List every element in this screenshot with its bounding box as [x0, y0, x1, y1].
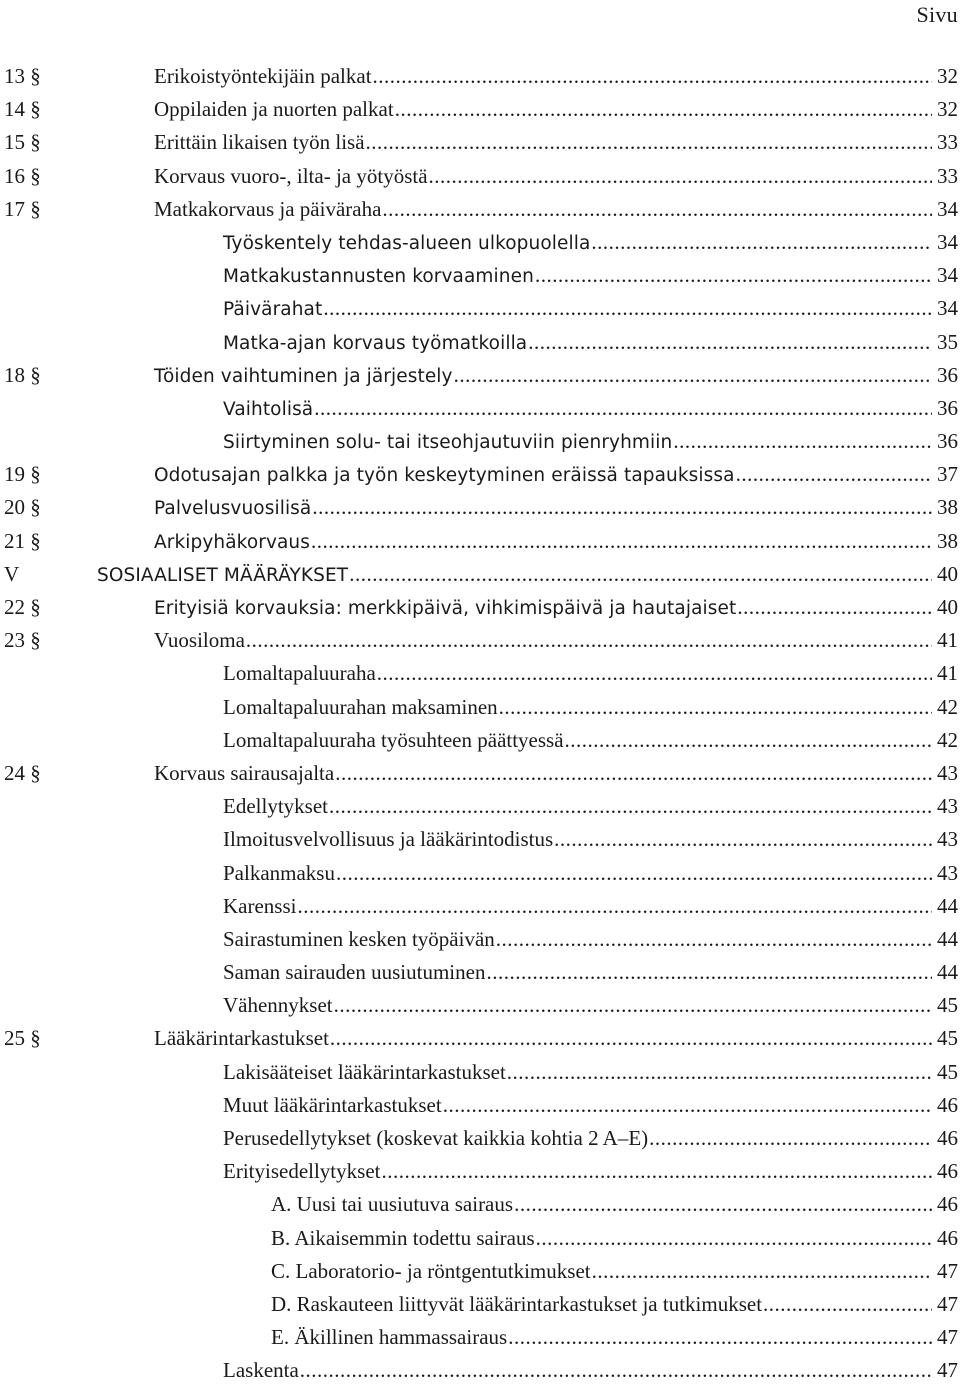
toc-entry[interactable] — [0, 1354, 958, 1387]
toc-dot-leader — [443, 1089, 932, 1122]
toc-entry-body — [223, 1122, 958, 1155]
toc-title: Saman sairauden uusiutuminen — [223, 960, 486, 985]
toc-entry-body — [223, 292, 958, 326]
toc-section-number: 13 § — [4, 64, 41, 88]
toc-entry-body — [223, 226, 958, 260]
toc-page-number: 38 — [937, 495, 958, 520]
toc-page-number: 41 — [937, 628, 958, 653]
toc-entry[interactable] — [0, 890, 958, 923]
toc-entry-body — [271, 1288, 958, 1321]
toc-entry-body — [271, 1321, 958, 1354]
toc-page-number: 36 — [937, 395, 958, 420]
toc-dot-leader — [499, 691, 932, 724]
toc-title: Työskentely tehdas-alueen ulkopuolella — [223, 232, 591, 254]
toc-dot-leader — [673, 425, 932, 458]
toc-entry[interactable] — [0, 93, 958, 126]
toc-section-number: 22 § — [4, 595, 41, 619]
toc-dot-leader — [382, 193, 932, 226]
toc-entry[interactable] — [0, 923, 958, 956]
toc-section-number: 15 § — [4, 130, 41, 155]
toc-title: Muut lääkärintarkastukset — [223, 1092, 442, 1117]
toc-entry-body — [223, 923, 958, 956]
toc-entry[interactable] — [0, 1255, 958, 1288]
toc-page-number: 32 — [937, 64, 958, 88]
toc-entry-body — [223, 691, 958, 724]
toc-page-number: 34 — [937, 263, 958, 288]
toc-dot-leader — [349, 558, 932, 591]
toc-entry[interactable] — [0, 1056, 958, 1089]
toc-entry-body — [154, 491, 958, 525]
toc-entry[interactable] — [0, 1089, 958, 1122]
toc-dot-leader — [528, 326, 932, 359]
toc-page-number: 33 — [937, 163, 958, 188]
toc-section-number: V — [4, 561, 20, 586]
toc-entry[interactable] — [0, 1288, 958, 1321]
toc-dot-leader — [454, 359, 932, 392]
toc-dot-leader — [311, 525, 932, 558]
toc-page-number: 47 — [937, 1358, 958, 1383]
toc-entry-body — [97, 558, 958, 592]
toc-page-number: 46 — [937, 1092, 958, 1117]
toc-title: Erittäin likaisen työn lisä — [154, 130, 365, 155]
toc-entry-body — [223, 425, 958, 459]
toc-dot-leader — [334, 989, 932, 1022]
toc-title: Lakisääteiset lääkärintarkastukset — [223, 1059, 506, 1084]
toc-page-number: 33 — [937, 130, 958, 155]
toc-title: Töiden vaihtuminen ja järjestely — [154, 365, 453, 387]
toc-title: Lääkärintarkastukset — [154, 1026, 329, 1051]
toc-page-number: 43 — [937, 860, 958, 885]
toc-section-number: 25 § — [4, 1026, 41, 1051]
toc-entry[interactable] — [0, 392, 958, 425]
toc-page-number: 34 — [937, 196, 958, 221]
toc-entry-body — [154, 1022, 958, 1055]
toc-title: Erikoistyöntekijäin palkat — [154, 64, 372, 88]
toc-title: Odotusajan palkka ja työn keskeytyminen eräissä tapauksissa — [154, 465, 735, 487]
toc-entry-body — [223, 1089, 958, 1122]
toc-title: A. Uusi tai uusiutuva sairaus — [271, 1192, 514, 1217]
toc-dot-leader — [300, 1354, 932, 1387]
toc-entry[interactable] — [0, 591, 958, 624]
toc-dot-leader — [649, 1122, 932, 1155]
toc-entry-body — [223, 724, 958, 757]
toc-entry[interactable] — [0, 1155, 958, 1188]
toc-entry-body — [223, 392, 958, 426]
toc-entry-body — [154, 193, 958, 226]
toc-entry[interactable] — [0, 160, 958, 193]
toc-page-number: 43 — [937, 827, 958, 852]
toc-dot-leader — [329, 790, 932, 823]
toc-entry[interactable] — [0, 624, 958, 657]
toc-title: Perusedellytykset (koskevat kaikkia kohtia 2 A–E) — [223, 1126, 649, 1150]
toc-section-number: 19 § — [4, 462, 41, 487]
toc-page-number: 47 — [937, 1325, 958, 1350]
toc-entry[interactable] — [0, 1321, 958, 1354]
toc-entry[interactable] — [0, 691, 958, 724]
toc-entry[interactable] — [0, 657, 958, 690]
toc-title: Matkakustannusten korvaaminen — [223, 266, 534, 288]
toc-page-number: 45 — [937, 993, 958, 1018]
toc-page-number: 44 — [937, 960, 958, 985]
toc-entry[interactable] — [0, 126, 958, 159]
toc-title: Erityisedellytykset — [223, 1159, 381, 1184]
toc-dot-leader — [514, 1188, 932, 1221]
toc-page-number: 35 — [937, 329, 958, 354]
toc-title: Korvaus sairausajalta — [154, 760, 335, 785]
toc-title: Vuosiloma — [154, 628, 245, 653]
toc-dot-leader — [366, 126, 932, 159]
toc-page-number: 37 — [937, 462, 958, 487]
toc-title: Korvaus vuoro-, ilta- ja yötyöstä — [154, 163, 428, 188]
toc-dot-leader — [335, 757, 932, 790]
toc-entry[interactable] — [0, 60, 958, 93]
toc-section-number: 16 § — [4, 163, 41, 188]
toc-dot-leader — [297, 890, 932, 923]
toc-page-number: 47 — [937, 1291, 958, 1316]
toc-dot-leader — [737, 591, 932, 624]
toc-entry-body — [154, 126, 958, 159]
toc-entry[interactable] — [0, 1222, 958, 1255]
toc-section-number: 20 § — [4, 495, 41, 520]
toc-dot-leader — [592, 1255, 932, 1288]
toc-dot-leader — [591, 226, 932, 259]
toc-section-number: 23 § — [4, 628, 41, 653]
toc-title: Oppilaiden ja nuorten palkat — [154, 97, 394, 122]
toc-title: Lomaltapaluurahan maksaminen — [223, 694, 498, 719]
toc-dot-leader — [336, 857, 932, 890]
table-of-contents — [0, 60, 958, 1388]
toc-dot-leader — [486, 956, 932, 989]
toc-dot-leader — [554, 823, 932, 856]
toc-entry[interactable] — [0, 1022, 958, 1055]
toc-dot-leader — [736, 458, 932, 491]
toc-page-number: 34 — [937, 296, 958, 321]
toc-title: Edellytykset — [223, 794, 328, 819]
toc-title: E. Äkillinen hammassairaus — [271, 1325, 508, 1350]
toc-entry[interactable] — [0, 525, 958, 558]
toc-page-number: 45 — [937, 1026, 958, 1051]
toc-entry[interactable] — [0, 558, 958, 591]
toc-page-number: 46 — [937, 1192, 958, 1217]
toc-entry-body — [223, 890, 958, 923]
toc-entry-body — [271, 1222, 958, 1255]
toc-title: Karenssi — [223, 893, 297, 918]
toc-entry-body — [154, 60, 958, 93]
toc-entry[interactable] — [0, 790, 958, 823]
toc-entry[interactable] — [0, 259, 958, 292]
toc-title: C. Laboratorio- ja röntgentutkimukset — [271, 1258, 591, 1283]
toc-dot-leader — [314, 392, 932, 425]
toc-entry-body — [271, 1188, 958, 1221]
toc-section-number: 21 § — [4, 528, 41, 553]
toc-entry[interactable] — [0, 823, 958, 856]
toc-entry-body — [154, 591, 958, 625]
toc-entry-body — [223, 823, 958, 856]
toc-dot-leader — [763, 1288, 932, 1321]
toc-entry[interactable] — [0, 326, 958, 359]
toc-dot-leader — [312, 491, 932, 524]
toc-page-number: 46 — [937, 1225, 958, 1250]
toc-page-number: 38 — [937, 528, 958, 553]
toc-page-number: 43 — [937, 794, 958, 819]
toc-entry[interactable] — [0, 292, 958, 325]
toc-page-number: 46 — [937, 1159, 958, 1184]
toc-title: Lomaltapaluuraha työsuhteen päättyessä — [223, 727, 564, 752]
toc-entry-body — [223, 790, 958, 823]
toc-title: Erityisiä korvauksia: merkkipäivä, vihkimispäivä ja hautajaiset — [154, 598, 737, 619]
toc-title: Laskenta — [223, 1358, 299, 1383]
toc-entry-body — [223, 1056, 958, 1089]
toc-entry-body — [223, 1155, 958, 1188]
toc-page-number: 42 — [937, 694, 958, 719]
toc-entry-body — [154, 359, 958, 393]
toc-title: Päivärahat — [223, 299, 323, 321]
toc-entry-body — [154, 624, 958, 657]
toc-dot-leader — [429, 160, 932, 193]
toc-dot-leader — [507, 1056, 932, 1089]
toc-page-number: 42 — [937, 727, 958, 752]
toc-entry[interactable] — [0, 425, 958, 458]
toc-page-number: 32 — [937, 97, 958, 122]
toc-title: B. Aikaisemmin todettu sairaus — [271, 1225, 535, 1250]
toc-page-number: 40 — [937, 561, 958, 586]
toc-dot-leader — [496, 923, 932, 956]
toc-entry-body — [154, 93, 958, 126]
toc-entry-body — [271, 1255, 958, 1288]
toc-title: Sairastuminen kesken työpäivän — [223, 926, 495, 951]
toc-entry[interactable] — [0, 757, 958, 790]
toc-entry-body — [223, 657, 958, 690]
toc-title: Vaihtolisä — [223, 398, 314, 420]
toc-page-number: 41 — [937, 661, 958, 686]
toc-entry-body — [223, 989, 958, 1022]
toc-entry[interactable] — [0, 193, 958, 226]
toc-page-number: 36 — [937, 362, 958, 387]
toc-dot-leader — [508, 1321, 932, 1354]
toc-section-number: 17 § — [4, 196, 41, 221]
toc-page-number: 43 — [937, 760, 958, 785]
toc-title: Palkanmaksu — [223, 860, 335, 885]
toc-dot-leader — [536, 1222, 932, 1255]
toc-title: Vähennykset — [223, 993, 333, 1018]
toc-dot-leader — [565, 724, 932, 757]
toc-entry-body — [223, 1354, 958, 1387]
toc-title: Palvelusvuosilisä — [154, 498, 312, 520]
toc-entry-body — [154, 757, 958, 790]
toc-entry-body — [154, 458, 958, 492]
toc-dot-leader — [373, 60, 932, 93]
toc-section-number: 14 § — [4, 97, 41, 122]
toc-page-number: 46 — [937, 1126, 958, 1150]
page-header-label: Sivu — [916, 2, 958, 27]
toc-entry-body — [223, 326, 958, 360]
toc-title: D. Raskauteen liittyvät lääkärintarkastukset ja tutkimukset — [271, 1291, 763, 1316]
toc-page-number: 44 — [937, 926, 958, 951]
toc-entry-body — [154, 160, 958, 193]
toc-title: Lomaltapaluuraha — [223, 661, 376, 686]
toc-title: Matka-ajan korvaus työmatkoilla — [223, 332, 528, 354]
toc-entry-body — [223, 259, 958, 293]
toc-title: Arkipyhäkorvaus — [154, 531, 310, 553]
toc-entry-body — [223, 857, 958, 890]
toc-dot-leader — [246, 624, 932, 657]
toc-entry[interactable] — [0, 989, 958, 1022]
toc-page-number: 44 — [937, 893, 958, 918]
toc-entry[interactable] — [0, 491, 958, 524]
toc-section-number: 18 § — [4, 362, 41, 387]
toc-page-number: 40 — [937, 595, 958, 619]
toc-title: SOSIAALISET MÄÄRÄYKSET — [97, 564, 349, 586]
toc-page-number: 47 — [937, 1258, 958, 1283]
toc-entry[interactable] — [0, 1188, 958, 1221]
toc-entry[interactable] — [0, 359, 958, 392]
toc-dot-leader — [330, 1022, 932, 1055]
toc-entry[interactable] — [0, 226, 958, 259]
toc-dot-leader — [323, 292, 932, 325]
toc-title: Matkakorvaus ja päiväraha — [154, 196, 382, 221]
toc-entry[interactable] — [0, 956, 958, 989]
toc-section-number: 24 § — [4, 760, 41, 785]
toc-page-number: 36 — [937, 429, 958, 454]
toc-entry[interactable] — [0, 857, 958, 890]
toc-entry-body — [154, 525, 958, 559]
toc-page-number: 45 — [937, 1059, 958, 1084]
toc-entry[interactable] — [0, 1122, 958, 1155]
toc-title: Ilmoitusvelvollisuus ja lääkärintodistus — [223, 827, 554, 852]
toc-title: Siirtyminen solu- tai itseohjautuviin pienryhmiin — [223, 432, 673, 454]
toc-entry[interactable] — [0, 458, 958, 491]
toc-dot-leader — [395, 93, 932, 126]
toc-dot-leader — [381, 1155, 932, 1188]
toc-entry-body — [223, 956, 958, 989]
toc-entry[interactable] — [0, 724, 958, 757]
toc-dot-leader — [535, 259, 932, 292]
toc-page-number: 34 — [937, 229, 958, 254]
toc-dot-leader — [377, 657, 932, 690]
